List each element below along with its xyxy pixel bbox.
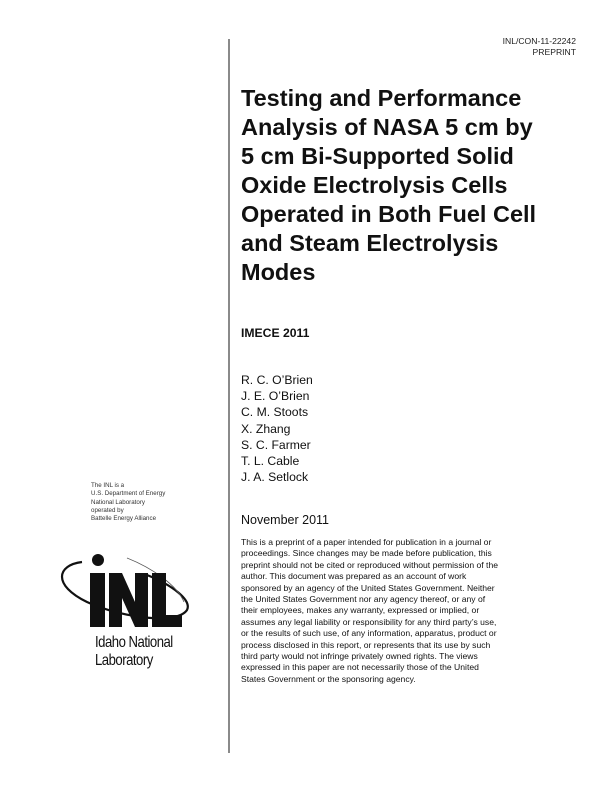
- publication-date: November 2011: [241, 513, 330, 527]
- logo-letter-i: [90, 573, 105, 627]
- inl-affiliation-note: [91, 482, 165, 523]
- logo-wordmark: [95, 634, 173, 670]
- disclaimer-line: States Government or the sponsoring agency.: [241, 673, 416, 684]
- title-line: Analysis of NASA 5 cm by: [241, 114, 533, 140]
- report-status: PREPRINT: [532, 46, 576, 57]
- note-line: The INL is a: [91, 482, 125, 489]
- document-title: [241, 84, 591, 287]
- logo-name-line: Idaho National: [95, 634, 173, 651]
- disclaimer-line: assumes any legal liability or responsibility for any third party’s use,: [241, 616, 497, 627]
- note-line: Battelle Energy Alliance: [91, 515, 157, 523]
- author-list: [241, 372, 313, 485]
- title-line: and Steam Electrolysis: [241, 230, 499, 256]
- title-line: 5 cm Bi-Supported Solid: [241, 143, 514, 169]
- disclaimer-line: third party would not infringe privately owned rights. The views: [241, 651, 478, 662]
- disclaimer-text: [241, 537, 561, 685]
- logo-name-line: Laboratory: [95, 652, 153, 669]
- report-identifier: [503, 36, 576, 57]
- author: J. E. O’Brien: [241, 389, 310, 404]
- author: T. L. Cable: [241, 454, 300, 469]
- disclaimer-line: author. This document was prepared as an account of work: [241, 571, 467, 582]
- author: S. C. Farmer: [241, 437, 311, 452]
- disclaimer-line: This is a preprint of a paper intended for publication in a journal or: [241, 537, 492, 547]
- logo-letter-n: [109, 573, 148, 627]
- disclaimer-line: expressed in this paper are not necessarily those of the United: [241, 662, 479, 673]
- report-number: INL/CON-11-22242: [502, 36, 576, 46]
- disclaimer-line: sponsored by an agency of the United States Government. Neither: [241, 582, 495, 593]
- disclaimer-line: the United States Government nor any agency thereof, or any of: [241, 594, 486, 605]
- title-line: Modes: [241, 259, 316, 285]
- title-line: Operated in Both Fuel Cell: [241, 201, 537, 227]
- note-line: U.S. Department of Energy: [91, 490, 166, 498]
- note-line: operated by: [91, 506, 124, 514]
- note-line: National Laboratory: [91, 498, 146, 506]
- disclaimer-line: preprint should not be cited or reproduced without permission of the: [241, 559, 499, 570]
- disclaimer-line: or the results of such use, of any information, apparatus, product or: [241, 628, 497, 639]
- author: C. M. Stoots: [241, 405, 309, 420]
- disclaimer-line: proceedings. Since changes may be made before publication, this: [241, 548, 492, 559]
- logo-dot: [92, 554, 104, 566]
- author: R. C. O’Brien: [241, 373, 313, 387]
- disclaimer-line: process disclosed in this report, or represents that its use by such: [241, 639, 491, 650]
- disclaimer-line: their employees, makes any warranty, expressed or implied, or: [241, 605, 480, 616]
- title-line: Oxide Electrolysis Cells: [241, 172, 508, 198]
- title-line: Testing and Performance: [241, 85, 522, 111]
- author: X. Zhang: [241, 421, 291, 436]
- conference-name: IMECE 2011: [241, 326, 310, 340]
- author: J. A. Setlock: [241, 470, 309, 485]
- vertical-divider: [228, 39, 230, 753]
